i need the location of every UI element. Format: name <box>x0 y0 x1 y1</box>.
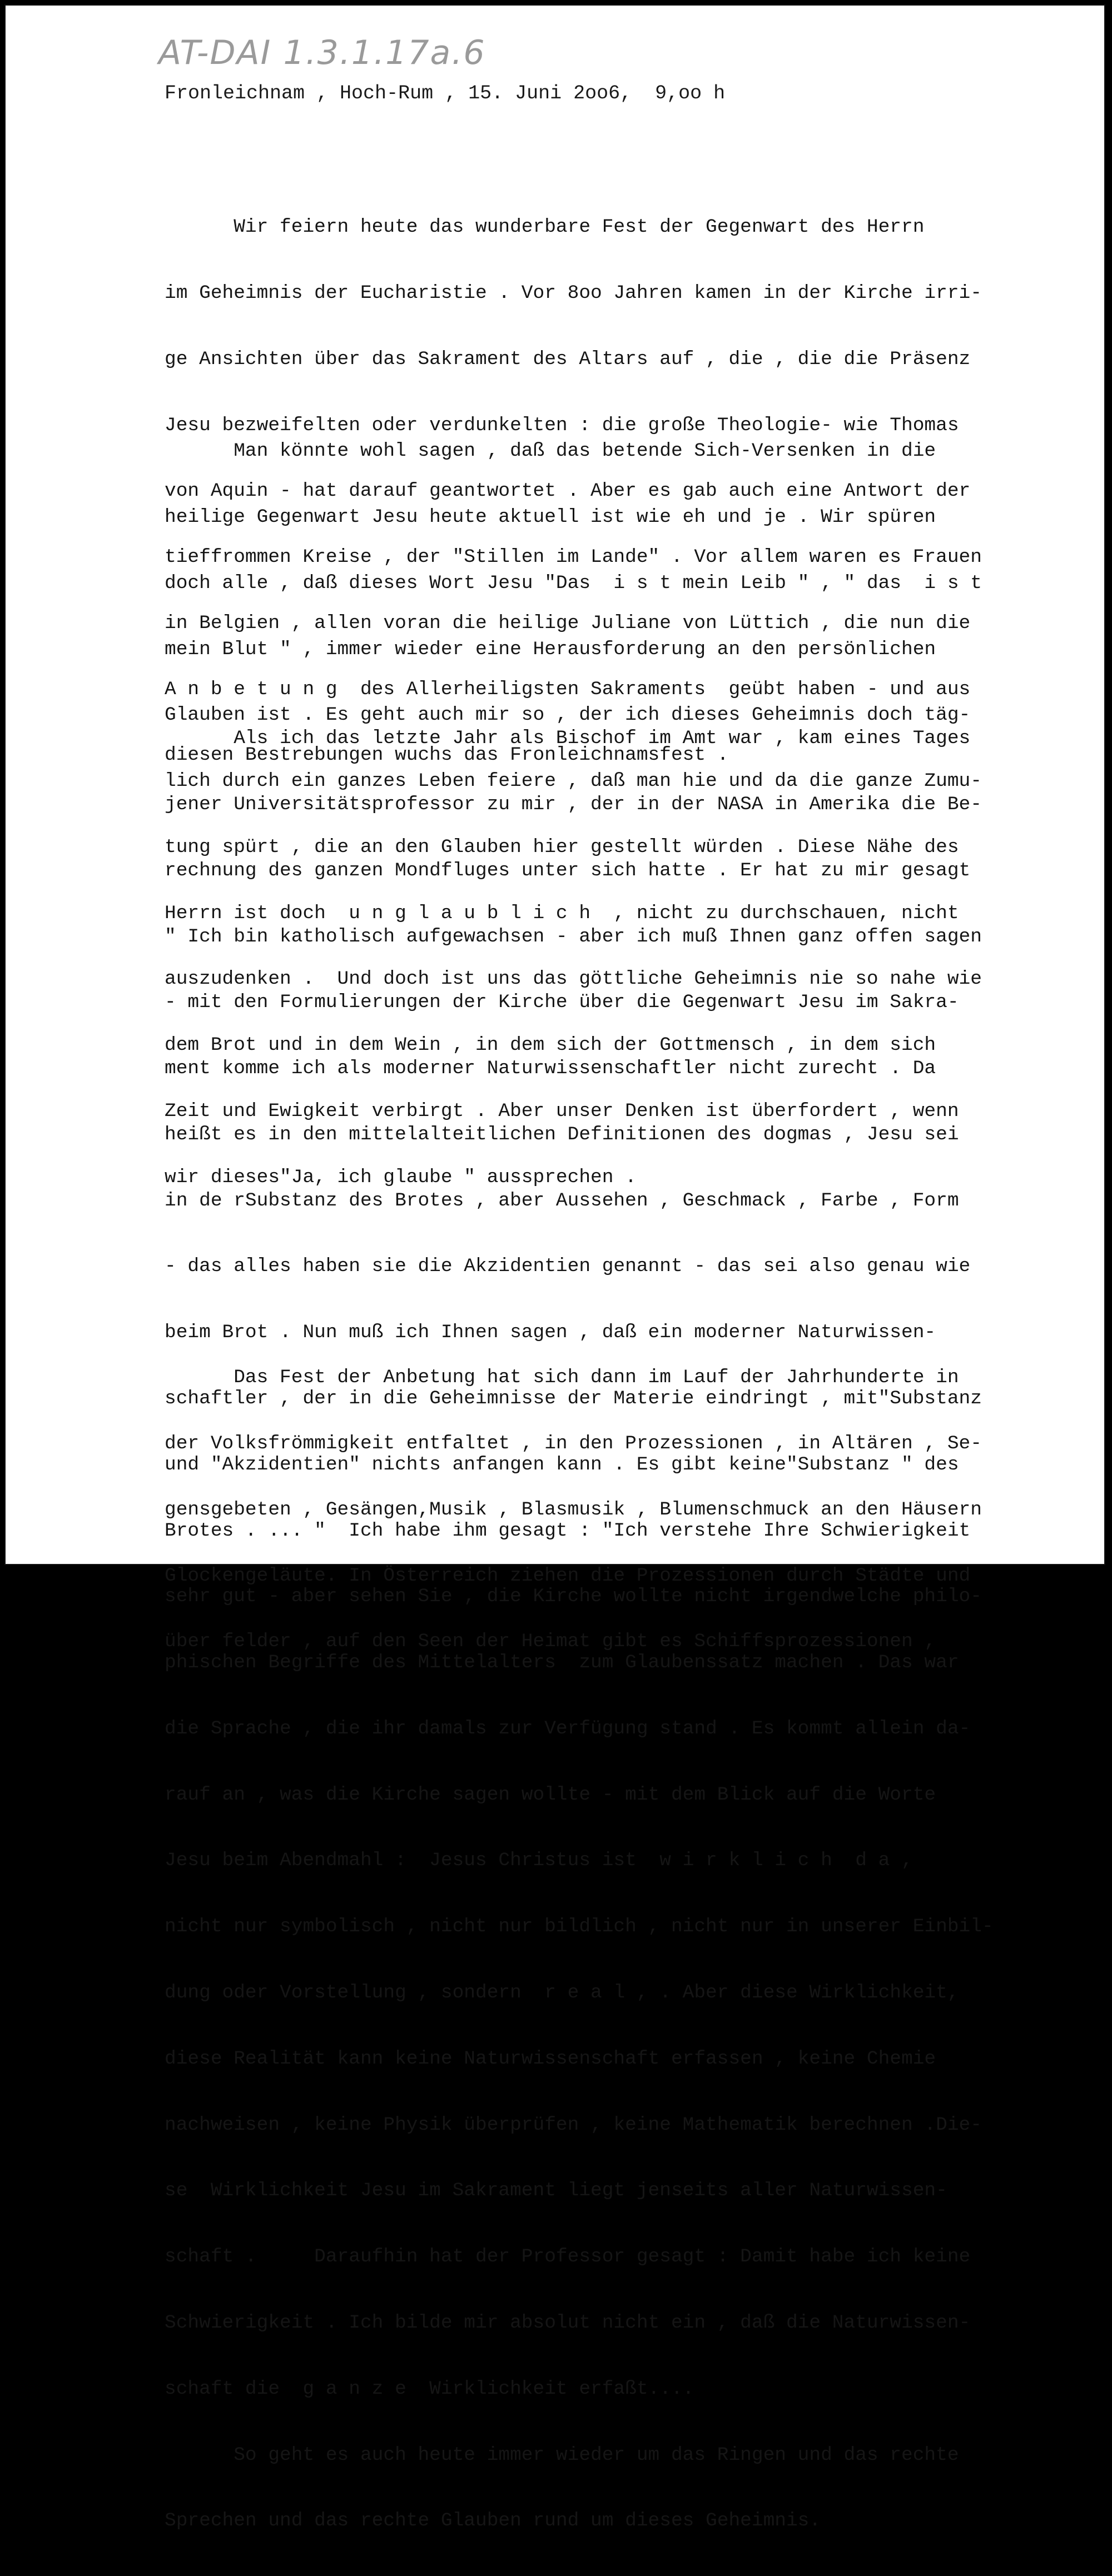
text-line: diese Realität kann keine Naturwissenschaft erfassen , keine Chemie <box>165 2047 936 2070</box>
text-line: nicht nur symbolisch , nicht nur bildlich , nicht nur in unserer Einbil- <box>165 1916 994 1938</box>
text-line: se Wirklichkeit Jesu im Sakrament liegt jenseits aller Naturwissen- <box>165 2180 947 2202</box>
text-line: dung oder Vorstellung , sondern r e a l , . Aber diese Wirklichkeit, <box>165 1982 959 2004</box>
text-line: in de rSubstanz des Brotes , aber Aussehen , Geschmack , Farbe , Form <box>165 1189 959 1212</box>
text-line: Brotes . ... " Ich habe ihm gesagt : "Ich verstehe Ihre Schwierigkeit <box>165 1519 971 1542</box>
text-line: sehr gut - aber sehen Sie , die Kirche wollte nicht irgendwelche philo- <box>165 1586 982 1608</box>
text-line: Schwierigkeit . Ich bilde mir absolut nicht ein , daß die Naturwissen- <box>165 2311 971 2334</box>
text-line: jener Universitätsprofessor zu mir , der in der NASA in Amerika die Be- <box>165 793 982 815</box>
text-line: ment komme ich als moderner Naturwissenschaftler nicht zurecht . Da <box>165 1058 936 1080</box>
text-line: Sprechen und das rechte Glauben rund um dieses Geheimnis. <box>165 2510 821 2532</box>
text-line: auszudenken . Und doch ist uns das göttliche Geheimnis nie so nahe wie <box>165 968 982 990</box>
paragraph <box>165 1323 982 1697</box>
text-line: über felder , auf den Seen der Heimat gibt es Schiffsprozessionen , <box>165 1631 936 1653</box>
text-line: Zeit und Ewigkeit verbirgt . Aber unser Denken ist überfordert , wenn <box>165 1100 959 1122</box>
text-line: mein Blut " , immer wieder eine Herausforderung an den persönlichen <box>165 638 936 660</box>
text-line: von Aquin - hat darauf geantwortet . Aber es gab auch eine Antwort der <box>165 480 971 502</box>
text-line: heilige Gegenwart Jesu heute aktuell ist wie eh und je . Wir spüren <box>165 506 936 528</box>
text-line: und "Akzidentien" nichts anfangen kann . Es gibt keine"Substanz " des <box>165 1453 959 1476</box>
text-line: tieffrommen Kreise , der "Stillen im Lande" . Vor allem waren es Frauen <box>165 546 982 569</box>
text-line: schaft die g a n z e Wirklichkeit erfaßt.... <box>165 2378 694 2400</box>
text-line: diesen Bestrebungen wuchs das Fronleichnamsfest . <box>165 744 729 766</box>
text-line: phischen Begriffe des Mittelalters zum Glaubenssatz machen . Das war <box>165 1652 959 1674</box>
text-line: Jesu bezweifelten oder verdunkelten : die große Theologie- wie Thomas <box>165 414 959 436</box>
text-line: - das alles haben sie die Akzidentien genannt - das sei also genau wie <box>165 1255 971 1278</box>
text-line: ge Ansichten über das Sakrament des Altars auf , die , die die Präsenz <box>165 348 971 370</box>
text-line: Herrn ist doch u n g l a u b l i c h , nicht zu durchschauen, nicht <box>165 902 959 924</box>
text-line: wir dieses"Ja, ich glaube " aussprechen . <box>165 1166 637 1188</box>
text-line: beim Brot . Nun muß ich Ihnen sagen , daß ein moderner Naturwissen- <box>165 1322 936 1344</box>
text-line: tung spürt , die an den Glauben hier gestellt würden . Diese Nähe des <box>165 836 959 858</box>
text-line: Das Fest der Anbetung hat sich dann im Lauf der Jahrhunderte in <box>165 1367 959 1389</box>
text-line: A n b e t u n g des Allerheiligsten Sakraments geübt haben - und aus <box>165 678 971 700</box>
text-line: dem Brot und in dem Wein , in dem sich der Gottmensch , in dem sich <box>165 1034 936 1057</box>
text-line: Als ich das letzte Jahr als Bischof im Amt war , kam eines Tages <box>165 728 971 750</box>
text-line: doch alle , daß dieses Wort Jesu "Das i s t mein Leib " , " das i s t <box>165 572 982 594</box>
archive-reference: AT-DAI 1.3.1.17a.6 <box>158 33 486 72</box>
text-line: die Sprache , die ihr damals zur Verfügung stand . Es kommt allein da- <box>165 1717 971 1740</box>
text-line: - mit den Formulierungen der Kirche über die Gegenwart Jesu im Sakra- <box>165 991 959 1014</box>
text-line: Glockengeläute. In Österreich ziehen die Prozessionen durch Städte und <box>165 1564 971 1587</box>
text-line: Man könnte wohl sagen , daß das betende Sich-Versenken in die <box>165 440 936 462</box>
text-line: rauf an , was die Kirche sagen wollte - mit dem Blick auf die Worte <box>165 1783 936 1806</box>
text-line: So geht es auch heute immer wieder um das Ringen und das rechte <box>165 2444 959 2466</box>
text-line: Jesu beim Abendmahl : Jesus Christus ist w i r k l i c h d a , <box>165 1850 913 1872</box>
text-line: in Belgien , allen voran die heilige Juliane von Lüttich , die nun die <box>165 612 971 634</box>
text-line: " Ich bin katholisch aufgewachsen - aber ich muß Ihnen ganz offen sagen <box>165 925 982 948</box>
text-line: schaft . Daraufhin hat der Professor gesagt : Damit habe ich keine <box>165 2246 971 2268</box>
text-line: Glauben ist . Es geht auch mir so , der ich dieses Geheimnis doch täg- <box>165 704 971 726</box>
text-line: rechnung des ganzen Mondfluges unter sich hatte . Er hat zu mir gesagt <box>165 859 971 881</box>
document-header: Fronleichnam , Hoch-Rum , 15. Juni 2oo6, 9,oo h <box>165 82 726 104</box>
text-line: im Geheimnis der Eucharistie . Vor 8oo Jahren kamen in der Kirche irri- <box>165 282 982 304</box>
text-line: schaftler , der in die Geheimnisse der Materie eindringt , mit"Substanz <box>165 1388 982 1409</box>
text-line: heißt es in den mittelalteitlichen Definitionen des dogmas , Jesu sei <box>165 1123 959 1145</box>
document-page <box>4 4 1105 2532</box>
text-line: lich durch ein ganzes Leben feiere , daß man hie und da die ganze Zumu- <box>165 770 982 793</box>
text-line: gensgebeten , Gesängen,Musik , Blasmusik , Blumenschmuck an den Häusern <box>165 1498 982 1521</box>
text-line: der Volksfrömmigkeit entfaltet , in den Prozessionen , in Altären , Se- <box>165 1432 982 1454</box>
text-line: nachweisen , keine Physik überprüfen , keine Mathematik berechnen .Die- <box>165 2114 982 2136</box>
text-line: Wir feiern heute das wunderbare Fest der Gegenwart des Herrn <box>165 216 925 238</box>
